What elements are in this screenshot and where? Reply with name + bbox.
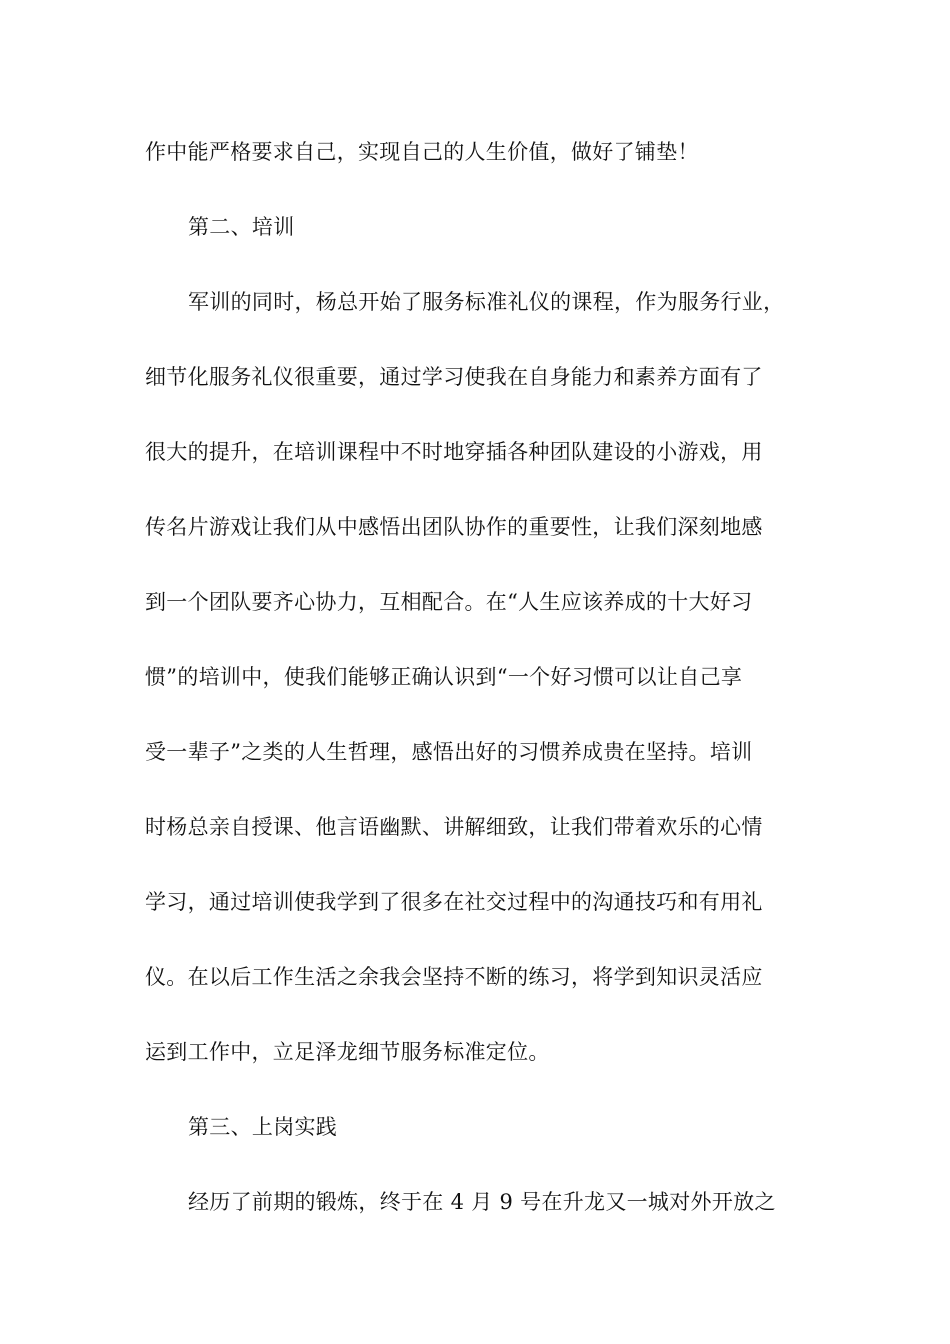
section-heading: 第三、上岗实践 bbox=[188, 1115, 338, 1139]
paragraph-line: 作中能严格要求自己，实现自己的人生价值，做好了铺垫！ bbox=[145, 140, 699, 164]
section-heading: 第二、培训 bbox=[188, 215, 295, 239]
paragraph-line: 细节化服务礼仪很重要，通过学习使我在自身能力和素养方面有了 bbox=[145, 365, 763, 389]
paragraph-line: 到一个团队要齐心协力，互相配合。在“人生应该养成的十大好习 bbox=[145, 590, 753, 614]
paragraph-line: 经历了前期的锻炼，终于在 4 月 9 号在升龙又一城对外开放之 bbox=[188, 1190, 776, 1214]
paragraph-line: 军训的同时，杨总开始了服务标准礼仪的课程，作为服务行业， bbox=[188, 290, 785, 314]
paragraph-line: 惯”的培训中，使我们能够正确认识到“一个好习惯可以让自己享 bbox=[145, 665, 743, 689]
paragraph-line: 运到工作中，立足泽龙细节服务标准定位。 bbox=[145, 1040, 550, 1064]
paragraph-line: 时杨总亲自授课、他言语幽默、讲解细致，让我们带着欢乐的心情 bbox=[145, 815, 763, 839]
paragraph-line: 传名片游戏让我们从中感悟出团队协作的重要性，让我们深刻地感 bbox=[145, 515, 763, 539]
paragraph-line: 学习，通过培训使我学到了很多在社交过程中的沟通技巧和有用礼 bbox=[145, 890, 763, 914]
paragraph-line: 仪。在以后工作生活之余我会坚持不断的练习，将学到知识灵活应 bbox=[145, 965, 763, 989]
paragraph-line: 很大的提升，在培训课程中不时地穿插各种团队建设的小游戏，用 bbox=[145, 440, 763, 464]
paragraph-line: 受一辈子”之类的人生哲理，感悟出好的习惯养成贵在坚持。培训 bbox=[145, 740, 753, 764]
